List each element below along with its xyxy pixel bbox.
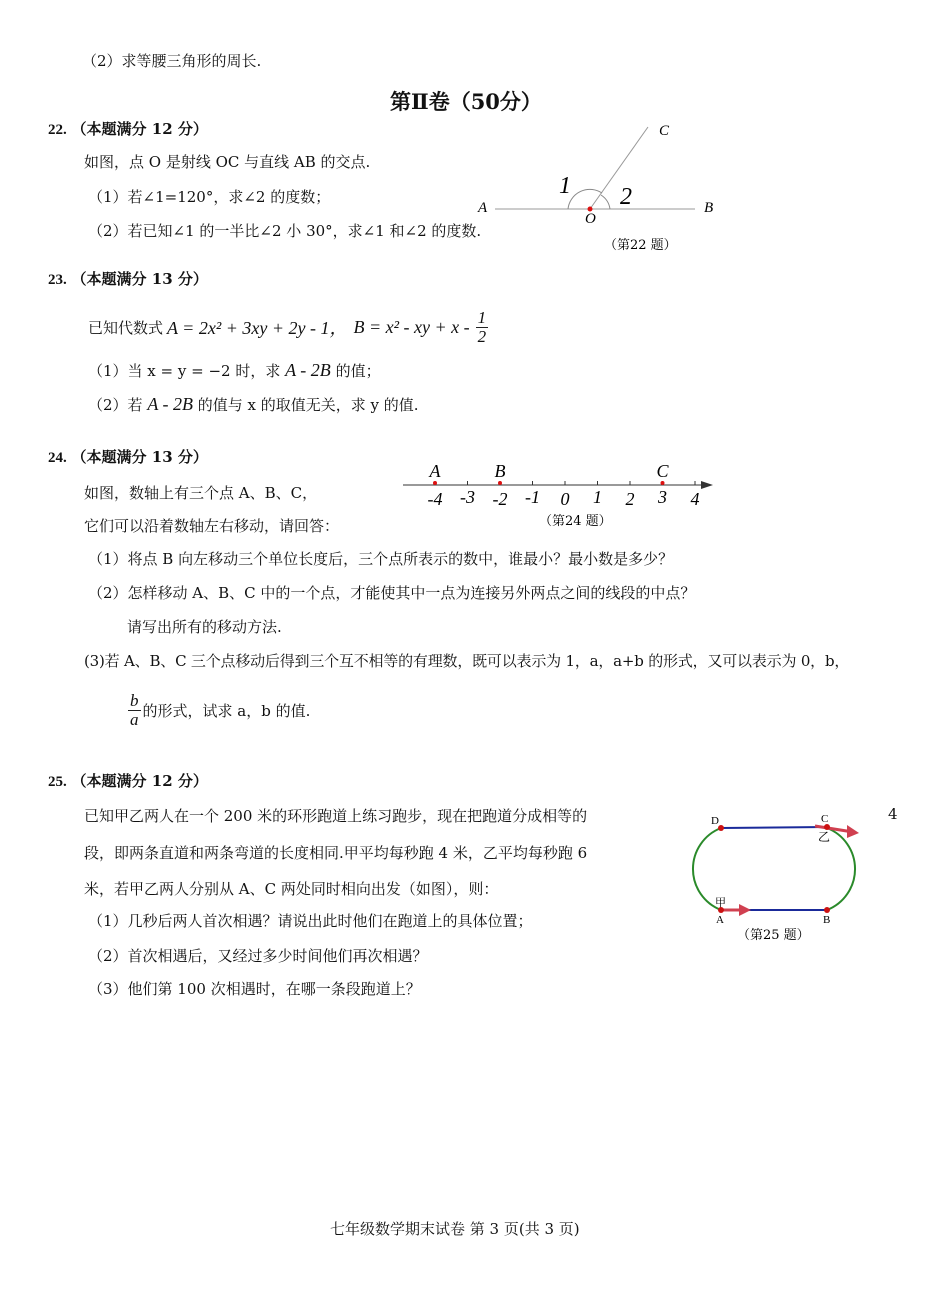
tick-label: 3 [658,487,667,507]
q24-number: 24. [48,450,67,466]
tick-label: -2 [492,489,508,509]
q23-points: （本题满分 13 分） [71,270,208,288]
q24-part2: （2）怎样移动 A、B、C 中的一个点，才能使其中一点为连接另外两点之间的线段的中点？ [88,584,696,602]
q24-line2: 它们可以沿着数轴左右移动，请回答： [84,517,340,535]
point-label-c: C [656,461,669,481]
q24-points: （本题满分 13 分） [71,448,208,466]
q23-frac-den: 2 [477,326,487,346]
q25-header [48,770,208,791]
q22-part2: （2）若已知∠1 的一半比∠2 小 30°，求∠1 和∠2 的度数. [88,222,482,240]
q21-part2: （2）求等腰三角形的周长. [82,52,262,70]
q25-line3: 米，若甲乙两人分别从 A、C 两处同时相向出发（如图），则： [84,880,499,898]
q23-part2-suffix: 的值与 x 的取值无关，求 y 的值. [197,396,419,414]
q25-part2: （2）首次相遇后，又经过多少时间他们再次相遇？ [88,947,428,965]
q24-part3-cont [128,692,310,729]
label-o: O [585,211,596,227]
track-right-curve [827,828,855,910]
angle2-label: 2 [620,184,632,210]
q22-number: 22. [48,122,67,138]
q24-part3: (3)若 A、B、C 三个点移动后得到三个互不相等的有理数，既可以表示为 1，a，a+b 的形式，又可以表示为 0，b， [84,652,850,670]
point-c [661,481,665,485]
q23-part2-prefix: （2）若 [88,396,143,414]
q24-fraction [128,692,141,729]
q24-caption: （第24 题） [539,514,612,529]
q23-part1-suffix: 的值； [335,362,381,380]
q25-caption: （第25 题） [737,928,810,943]
q24-frac-den: a [130,710,139,729]
tick-label: -4 [427,489,443,509]
label-a: A [478,200,488,216]
q24-part3-end: 的形式，试求 a，b 的值. [142,702,311,720]
point-b [824,907,830,913]
point-a [433,481,437,485]
q23-header [48,268,208,289]
label-b: B [823,914,831,926]
axis-arrow-icon [701,481,713,489]
q23-expr-b: B = x² - xy + x - [353,316,470,337]
label-b: B [704,200,714,216]
q24-header [48,446,208,467]
q22-stem: 如图，点 O 是射线 OC 与直线 AB 的交点. [84,153,371,171]
q25-line2: 段，即两条直道和两条弯道的长度相同.甲平均每秒跑 4 米，乙平均每秒跑 6 [84,844,588,862]
q25-part1: （1）几秒后两人首次相遇？请说出此时他们在跑道上的具体位置； [88,912,533,930]
q25-track-figure [675,808,875,948]
q23-part1 [88,360,381,381]
label-c: C [659,123,670,139]
point-label-b: B [494,461,506,481]
q25-part3: （3）他们第 100 次相遇时，在哪一条段跑道上？ [88,980,421,998]
tick-label: 1 [593,487,602,507]
tick-label: -1 [525,487,540,507]
q23-fraction [476,309,489,346]
q23-stem-prefix: 已知代数式 [88,318,164,337]
q24-number-line [395,455,725,535]
tick-label: 4 [690,489,700,509]
q24-line1: 如图，数轴上有三个点 A、B、C， [84,484,318,502]
q22-figure [460,115,740,260]
q22-part1: （1）若∠1=120°，求∠2 的度数； [88,188,331,206]
label-a: A [716,914,724,926]
tick-label: -3 [460,487,475,507]
page-footer: 七年级数学期末试卷 第 3 页(共 3 页) [330,1220,580,1238]
q23-frac-num: 1 [477,307,487,327]
q25-number: 25. [48,774,67,790]
angle2-arc [601,195,610,209]
q23-part1-prefix: （1）当 x = y = −2 时，求 [88,362,281,380]
q23-expr-a: A = 2x² + 3xy + 2y - 1， [167,318,348,338]
q24-part2-cont: 请写出所有的移动方法. [127,618,282,636]
q23-part2 [88,394,419,415]
label-c: C [821,813,829,825]
q22-points: （本题满分 12 分） [71,120,208,138]
runner-yi-arrowhead [847,825,859,838]
angle1-label: 1 [559,173,571,199]
ray-oc [590,127,648,209]
q23-stem [88,302,488,352]
q22-header [48,118,208,139]
q24-frac-num: b [130,691,139,710]
q24-part1: （1）将点 B 向左移动三个单位长度后，三个点所表示的数中，谁最小？最小数是多少？ [88,550,674,568]
q23-part2-expr: A - 2B [147,394,193,414]
point-b [498,481,502,485]
q23-number: 23. [48,272,67,288]
q25-line1-tail: 4 [888,805,898,823]
q25-line1: 已知甲乙两人在一个 200 米的环形跑道上练习跑步，现在把跑道分成相等的 [84,807,588,825]
runner-jia-arrowhead [739,904,751,916]
point-label-a: A [429,461,441,481]
track-top-straight [721,827,827,828]
runner-jia: 甲 [715,896,726,909]
label-d: D [711,815,719,827]
q22-caption: （第22 题） [604,238,677,253]
section-title: 第Ⅱ卷（50分） [390,89,542,114]
q23-part1-expr: A - 2B [285,360,331,380]
tick-label: 2 [625,489,635,509]
q25-points: （本题满分 12 分） [71,772,208,790]
tick-label: 0 [560,489,570,509]
runner-yi: 乙 [818,830,831,844]
